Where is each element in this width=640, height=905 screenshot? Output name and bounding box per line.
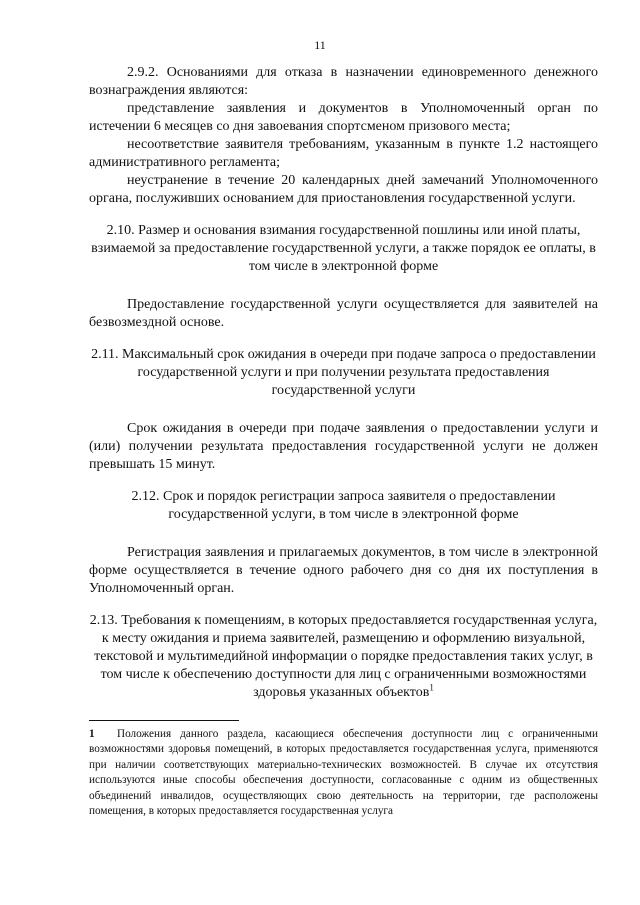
- section-2-10-text: Предоставление государственной услуги осуществляется для заявителей на безвозмездной основе.: [89, 297, 598, 330]
- section-2-11-heading: 2.11. Максимальный срок ожидания в очереди при подаче запроса о предоставлении государственной услуги и при получении результата предоставления государственной услуги: [91, 347, 596, 398]
- section-2-11-text: Срок ожидания в очереди при подаче заявления о предоставлении услуги и (или) получении результата предоставления государственной услуги не должен превышать 15 минут.: [89, 421, 598, 472]
- section-2-9-2-intro: 2.9.2. Основаниями для отказа в назначении единовременного денежного вознаграждения являются:: [89, 65, 598, 98]
- footnote-separator: [89, 720, 239, 721]
- section-2-13-heading-text: 2.13. Требования к помещениям, в которых предоставляется государственная услуга, к месту ожидания и приема заявителей, размещению и оформлению визуальной, текстовой и мультимедийной информации о порядке предоставления таких услуг, в том числе к обеспечению доступности для лиц с ограниченными возможностями здоровья указанных объектов: [89, 613, 598, 700]
- footnote: [89, 727, 598, 819]
- page-content: [89, 64, 598, 819]
- refusal-ground-1: представление заявления и документов в Уполномоченный орган по истечении 6 месяцев со дня завоевания спортсменом призового места;: [89, 101, 598, 134]
- refusal-ground-3: неустранение в течение 20 календарных дней замечаний Уполномоченного органа, послуживших основанием для приостановления государственной услуги.: [89, 173, 598, 206]
- refusal-ground-2: несоответствие заявителя требованиям, указанным в пункте 1.2 настоящего административного регламента;: [89, 137, 598, 170]
- footnote-reference: 1: [429, 682, 434, 693]
- footnote-text: Положения данного раздела, касающиеся обеспечения доступности лиц с ограниченными возможностями здоровья помещений, в которых предоставляется государственная услуга, применяются при наличии соответствующих материально-технических возможностей. В случае их отсутствия используются иные способы обеспечения доступности, согласованные с одним из общественных объединений инвалидов, осуществляющих свою деятельность на территории, где расположены помещения, в которых предоставляется государственная услуга: [89, 728, 598, 818]
- footnote-mark: 1: [89, 728, 95, 740]
- page-number: 11: [314, 38, 326, 52]
- section-2-12-text: Регистрация заявления и прилагаемых документов, в том числе в электронной форме осуществляется в течение одного рабочего дня со дня их поступления в Уполномоченный орган.: [89, 545, 598, 596]
- section-2-13-heading: [89, 612, 598, 702]
- section-2-10-heading: 2.10. Размер и основания взимания государственной пошлины или иной платы, взимаемой за предоставление государственной услуги, а также порядок ее оплаты, в том числе в электронной форме: [91, 223, 596, 274]
- section-2-12-heading: 2.12. Срок и порядок регистрации запроса заявителя о предоставлении государственной услуги, в том числе в электронной форме: [131, 489, 556, 522]
